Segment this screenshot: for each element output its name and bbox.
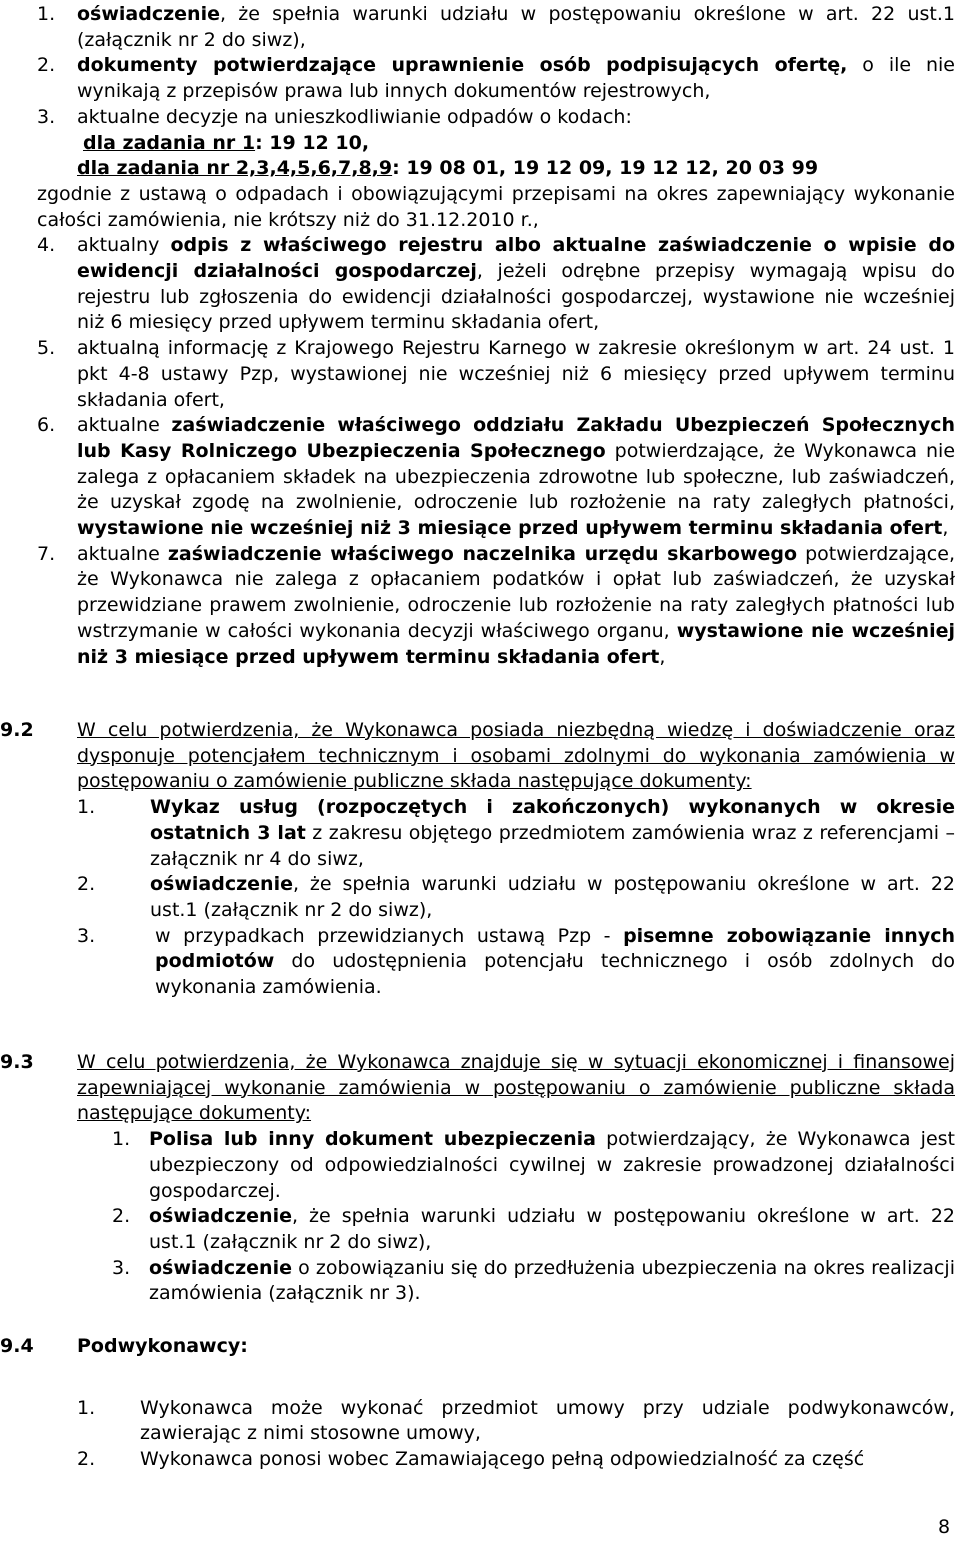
list-item bbox=[37, 105, 955, 182]
bold-text: oświadczenie bbox=[149, 1205, 292, 1228]
list-item bbox=[37, 336, 955, 413]
bold-text: zaświadczenie właściwego oddziału Zakładu Ubezpieczeń Społecznych lub Kasy Rolniczego Ubezpieczenia Społecznego bbox=[77, 414, 955, 462]
list-item bbox=[77, 1447, 955, 1473]
item-text bbox=[77, 543, 955, 668]
item-text bbox=[77, 414, 955, 539]
bold-text: dokumenty potwierdzające uprawnienie osób podpisujących ofertę, bbox=[77, 54, 848, 77]
bold-text: odpis z właściwego rejestru albo aktualne zaświadczenie o wpisie do ewidencji działalności gospodarczej bbox=[77, 234, 956, 283]
item-text bbox=[77, 337, 955, 410]
list-item bbox=[37, 413, 955, 542]
text-run: aktualne bbox=[77, 414, 172, 437]
item-text bbox=[150, 796, 955, 869]
page-number: 8 bbox=[938, 1516, 951, 1538]
text-run: w przypadkach przewidzianych ustawą Pzp - bbox=[155, 924, 624, 947]
list-item bbox=[77, 1396, 955, 1447]
item-text bbox=[77, 157, 818, 179]
text-run: o ile nie wynikają z przepisów prawa lub innych dokumentów rejestrowych, bbox=[77, 54, 955, 103]
list-item bbox=[112, 1256, 955, 1307]
text-run: potwierdzający, że Wykonawca jest ubezpieczony od odpowiedzialności cywilnej w zakresie prowadzonej działalności gospodarczej. bbox=[149, 1128, 955, 1202]
bold-text: dla zadania nr 2,3,4,5,6,7,8,9 bbox=[77, 157, 393, 180]
bold-text: wystawione nie wcześniej niż 3 miesiące przed upływem terminu składania ofert bbox=[77, 517, 943, 540]
item-text bbox=[149, 1128, 955, 1201]
item-text bbox=[77, 3, 955, 51]
list-item bbox=[37, 53, 955, 104]
item-text bbox=[37, 183, 955, 231]
item-text bbox=[77, 234, 955, 333]
item-number: 5. bbox=[37, 337, 56, 360]
section-heading-text: W celu potwierdzenia, że Wykonawca znajduje się w sytuacji ekonomicznej i finansowej zapewniającej wykonanie zamówienia w postępowaniu o zamówienie publiczne składa następujące dokumenty: bbox=[77, 1051, 955, 1125]
list-item bbox=[37, 2, 955, 53]
section-heading-text: W celu potwierdzenia, że Wykonawca posiada niezbędną wiedzę i doświadczenie oraz dysponuje potencjałem technicznym i osobami zdolnymi do wykonania zamówienia w postępowaniu o zamówienie publiczne składa następujące dokumenty: bbox=[77, 719, 955, 793]
bold-text: wystawione nie wcześniej niż 3 miesiące przed upływem terminu składania ofert bbox=[77, 619, 955, 668]
item-text bbox=[149, 1257, 955, 1305]
section-9-2 bbox=[0, 718, 955, 1001]
text-run: , że spełnia warunki udziału w postępowaniu określone w art. 22 ust.1 (załącznik nr 2 do siwz), bbox=[150, 873, 955, 921]
text-run: aktualną informację z Krajowego Rejestru Karnego w zakresie określonym w art. 24 ust. 1 pkt 4-8 ustawy Pzp, wystawionej nie wcześniej niż 6 miesięcy przed upływem terminu składania ofert, bbox=[77, 337, 955, 411]
text-run: , bbox=[942, 517, 949, 540]
item-continuation bbox=[37, 182, 955, 233]
waste-codes-line bbox=[77, 156, 955, 182]
bold-text: oświadczenie bbox=[77, 3, 220, 25]
item-number: 3. bbox=[37, 105, 56, 128]
item-number: 1. bbox=[77, 796, 96, 819]
item-number: 2. bbox=[77, 873, 96, 896]
section-9-4 bbox=[0, 1334, 955, 1473]
bold-text: Polisa lub inny dokument ubezpieczenia bbox=[149, 1128, 596, 1151]
section-9-3 bbox=[0, 1050, 955, 1307]
text-run: , że spełnia warunki udziału w postępowaniu określone w art. 22 ust.1 (załącznik nr 2 do siwz), bbox=[149, 1205, 955, 1253]
item-text bbox=[140, 1397, 955, 1445]
text-run: zgodnie z ustawą o odpadach i obowiązującymi przepisami na okres zapewniający wykonanie całości zamówienia, nie krótszy niż do 31.12.2010 r., bbox=[37, 182, 955, 231]
bold-text: : 19 08 01, 19 12 09, 19 12 12, 20 03 99 bbox=[392, 157, 819, 180]
text-run: o zobowiązaniu się do przedłużenia ubezpieczenia na okres realizacji zamówienia (załącznik nr 3). bbox=[149, 1256, 955, 1305]
item-number: 2. bbox=[112, 1205, 131, 1228]
text-run: aktualne decyzje na unieszkodliwianie odpadów o kodach: bbox=[77, 105, 632, 128]
waste-codes-line bbox=[77, 131, 955, 157]
list-item bbox=[112, 1127, 955, 1204]
section-number: 9.2 bbox=[0, 719, 34, 741]
item-text bbox=[140, 1448, 864, 1470]
text-run: aktualny bbox=[77, 234, 171, 257]
requirements-list bbox=[37, 2, 955, 670]
item-number: 1. bbox=[112, 1128, 131, 1151]
text-run: z zakresu objętego przedmiotem zamówienia wraz z referencjami – załącznik nr 4 do siwz, bbox=[150, 821, 955, 870]
item-number: 1. bbox=[37, 3, 56, 25]
section-heading bbox=[0, 1050, 955, 1127]
text-run: do udostępnienia potencjału technicznego i osób zdolnych do wykonania zamówienia. bbox=[155, 950, 955, 999]
text-run: , jeżeli odrębne przepisy wymagają wpisu do rejestru lub zgłoszenia do ewidencji działalności gospodarczej, wystawione nie wcześniej niż 6 miesięcy przed upływem terminu składania ofert, bbox=[77, 260, 955, 334]
text-run: Wykonawca może wykonać przedmiot umowy przy udziale podwykonawców, zawierając z nimi stosowne umowy, bbox=[140, 1396, 955, 1445]
item-text bbox=[83, 132, 369, 154]
bold-text: dla zadania nr 1 bbox=[83, 131, 256, 154]
section-heading bbox=[0, 718, 955, 795]
bold-text: : 19 12 10, bbox=[255, 131, 370, 154]
bold-text: pisemne zobowiązanie innych podmiotów bbox=[155, 924, 956, 973]
bold-text: Wykaz usług (rozpoczętych i zakończonych) wykonanych w okresie ostatnich 3 lat bbox=[150, 796, 955, 844]
item-text bbox=[149, 1205, 955, 1253]
section-heading bbox=[0, 1334, 955, 1360]
item-number: 3. bbox=[77, 924, 96, 947]
item-text bbox=[150, 873, 955, 921]
list-item bbox=[77, 924, 955, 1001]
list-item bbox=[37, 233, 955, 336]
section-number: 9.3 bbox=[0, 1051, 34, 1073]
list-item bbox=[77, 872, 955, 923]
item-number: 1. bbox=[77, 1396, 96, 1419]
text-run: aktualne bbox=[77, 542, 168, 565]
bold-text: oświadczenie bbox=[149, 1256, 292, 1279]
text-run: , że spełnia warunki udziału w postępowaniu określone w art. 22 ust.1 (załącznik nr 2 do siwz), bbox=[77, 3, 955, 51]
text-run: potwierdzające, że Wykonawca nie zalega z opłacaniem składek na ubezpieczenia zdrowotne lub społeczne, lub zaświadczeń, że uzyskał zgodę na zwolnienie, odroczenie lub rozłożenie na raty zaległych płatności, bbox=[77, 439, 956, 514]
item-number: 2. bbox=[37, 54, 56, 77]
item-text bbox=[155, 925, 955, 998]
item-number: 6. bbox=[37, 414, 56, 437]
bold-text: zaświadczenie właściwego naczelnika urzędu skarbowego bbox=[167, 542, 798, 565]
item-number: 3. bbox=[112, 1256, 131, 1279]
list-item bbox=[77, 795, 955, 872]
bold-text: oświadczenie bbox=[150, 873, 293, 896]
text-run: Wykonawca ponosi wobec Zamawiającego pełną odpowiedzialność za część bbox=[140, 1448, 865, 1471]
item-number: 7. bbox=[37, 542, 56, 565]
section-number: 9.4 bbox=[0, 1335, 34, 1357]
list-item bbox=[37, 542, 955, 671]
item-number: 4. bbox=[37, 234, 56, 257]
text-run: , bbox=[659, 645, 666, 668]
section-heading-text: Podwykonawcy: bbox=[77, 1335, 248, 1357]
list-item bbox=[112, 1204, 955, 1255]
item-text bbox=[77, 54, 955, 102]
text-run: potwierdzające, że Wykonawca nie zalega z opłacaniem podatków i opłat lub zaświadczeń, że uzyskał przewidziane prawem zwolnienie, odroczenie lub rozłożenie na raty zaległych płatności lub wstrzymanie w całości wykonania decyzji właściwego organu, bbox=[77, 542, 955, 642]
item-number: 2. bbox=[77, 1448, 96, 1471]
item-text bbox=[77, 106, 632, 128]
